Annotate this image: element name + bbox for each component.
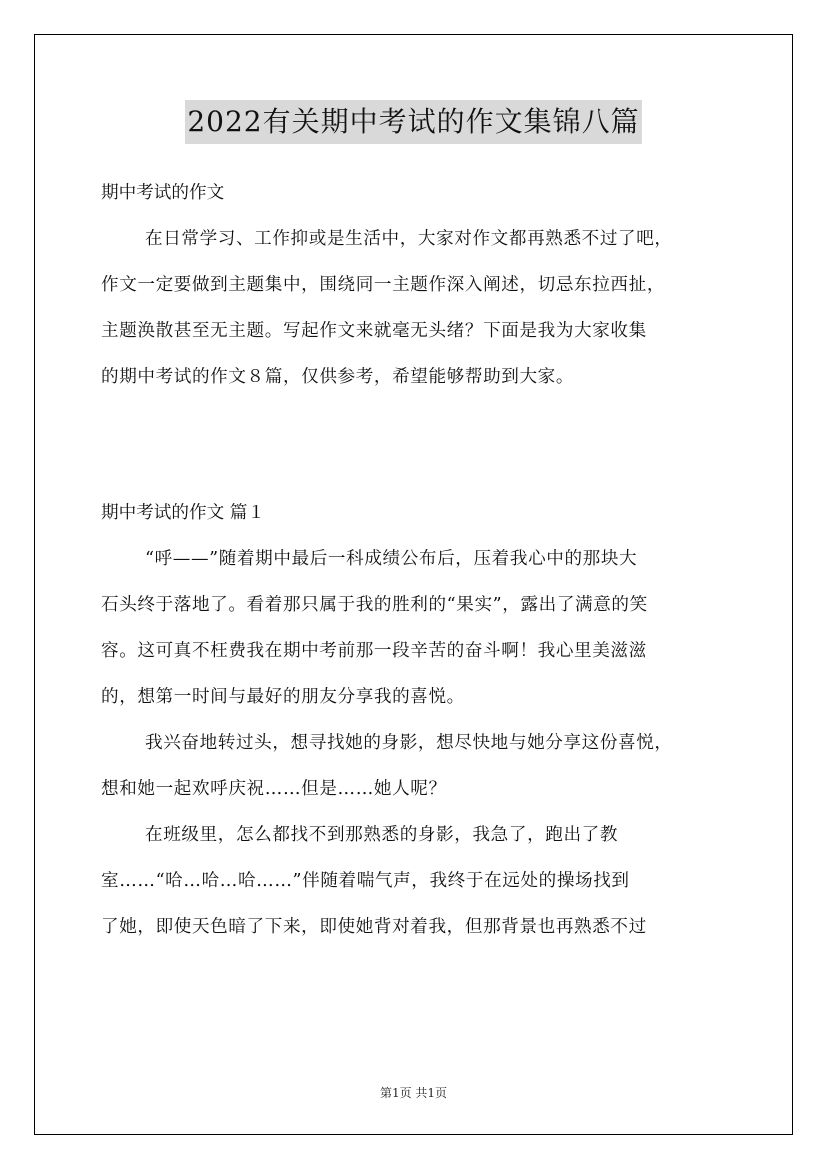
section-spacer xyxy=(101,400,741,490)
paragraph-line: 了她，即使天色暗了下来，即使她背对着我，但那背景也再熟悉不过 xyxy=(101,917,647,937)
paragraph-line: 在班级里，怎么都找不到那熟悉的身影，我急了，跑出了教 xyxy=(145,825,619,845)
paragraph-line: 室……“哈…哈…哈……”伴随着喘气声，我终于在远处的操场找到 xyxy=(101,871,630,891)
paragraph-line: “呼——”随着期中最后一科成绩公布后，压着我心中的那块大 xyxy=(145,549,638,569)
paragraph-line: 的期中考试的作文８篇，仅供参考，希望能够帮助到大家。 xyxy=(101,367,575,387)
paragraph-line: 容。这可真不枉费我在期中考前那一段辛苦的奋斗啊！我心里美滋滋 xyxy=(101,641,647,661)
document-body xyxy=(101,170,741,950)
paragraph-line: 在日常学习、工作抑或是生活中，大家对作文都再熟悉不过了吧， xyxy=(145,229,673,249)
paragraph-line: 想和她一起欢呼庆祝……但是……她人呢？ xyxy=(101,779,447,799)
document-title: 2022有关期中考试的作文集锦八篇 xyxy=(185,100,641,144)
paragraph-line: 主题涣散甚至无主题。写起作文来就毫无头绪？下面是我为大家收集 xyxy=(101,321,647,341)
essay-heading: 期中考试的作文 篇１ xyxy=(101,503,265,523)
paragraph-line: 我兴奋地转过头，想寻找她的身影，想尽快地与她分享这份喜悦， xyxy=(145,733,673,753)
paragraph-line: 的，想第一时间与最好的朋友分享我的喜悦。 xyxy=(101,687,465,707)
page-footer: 第1页 共1页 xyxy=(379,1086,448,1100)
paragraph-line: 作文一定要做到主题集中，围绕同一主题作深入阐述，切忌东拉西扯， xyxy=(101,275,666,295)
paragraph-line: 石头终于落地了。看着那只属于我的胜利的“果实”，露出了满意的笑 xyxy=(101,595,648,615)
intro-heading: 期中考试的作文 xyxy=(101,183,225,203)
title-container xyxy=(0,100,827,144)
